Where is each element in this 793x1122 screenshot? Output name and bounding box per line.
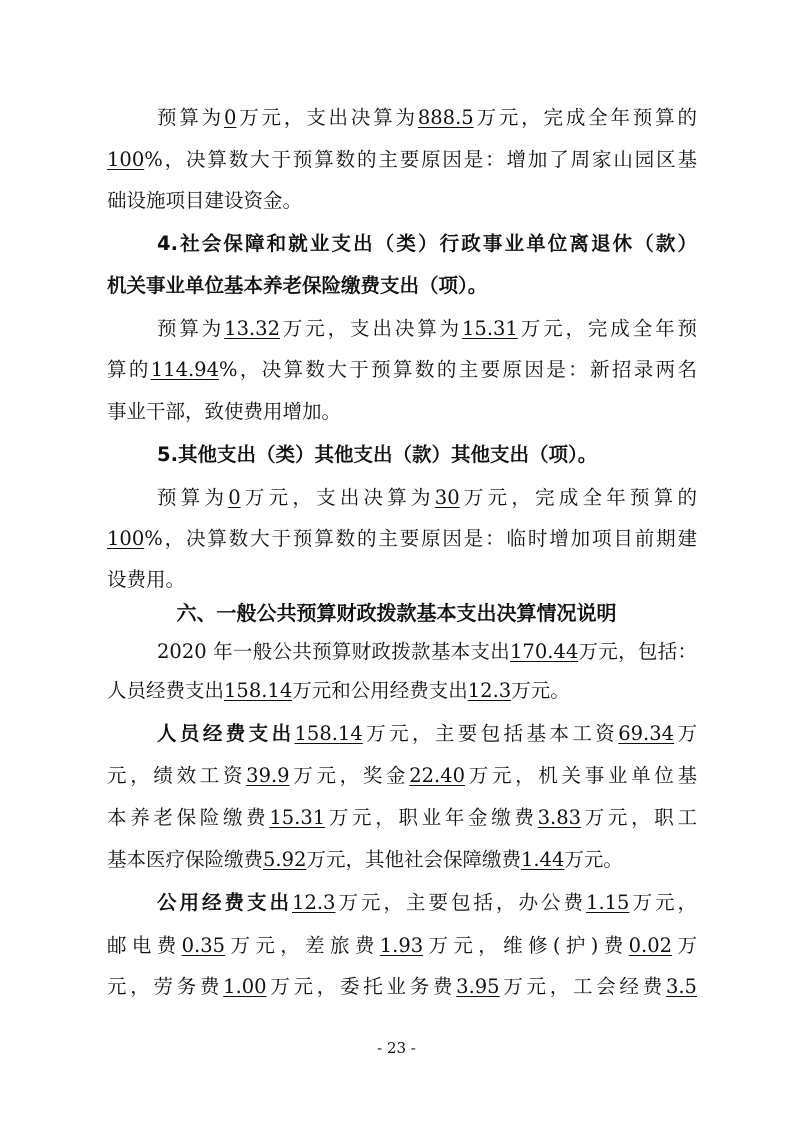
text-run: 万元，支出决算为 [280,317,463,340]
heading-item-5 [157,440,697,470]
personnel-expense-value: 158.14 [224,679,293,702]
amount-value: 5.92 [263,848,307,871]
basic-expenditure-value: 170.44 [510,640,579,663]
text-run: 万元，委托业务费 [266,975,457,998]
amount-value: 69.34 [618,722,675,745]
budget-value: 0 [223,106,237,129]
paragraph-3-line-1 [157,103,697,133]
public-expense-line-1 [157,888,697,918]
heading-text: 机关事业单位基本养老保险缴费支出（项）。 [107,274,488,297]
text-run: 万元。 [511,679,570,702]
text-run: 万元，完成全年预算的 [473,106,697,129]
text-run: 万元，包括： [578,640,697,663]
text-run: 劳务费 [153,975,224,998]
text-run: 础设施项目建设资金。 [107,189,303,212]
text-run: 维修(护)费 [503,934,629,957]
basic-expenditure-line-1 [157,637,697,667]
text-run: 绩效工资 [153,764,247,787]
text-run: %，决算数大于预算数的主要原因是：增加了周家山园区基 [144,148,697,171]
personnel-expense-line-2 [107,761,697,791]
text-run: %，决算数大于预算数的主要原因是：新招录两名 [219,358,697,381]
section-title [0,598,793,628]
paragraph-5-line-1 [157,483,697,513]
text-run: 万元，完成全年预 [517,317,697,340]
amount-value: 39.9 [246,764,290,787]
text-run: 预算为 [157,106,224,129]
final-account-value: 30 [434,486,460,509]
amount-value: 1.93 [379,934,424,957]
text-run: 设费用。 [107,568,186,591]
paragraph-4-line-1 [157,314,697,344]
text-run: 万 [674,722,697,745]
amount-value: 3.5 [665,975,697,998]
amount-value: 158.14 [294,722,363,745]
budget-value: 13.32 [224,317,280,340]
text-run: 预算为 [157,317,225,340]
text-run: 万元，奖金 [289,764,410,787]
paragraph-5-line-2 [107,524,697,554]
text-run: 万元，职工 [581,806,697,829]
amount-value: 1.15 [586,891,630,914]
amount-value: 0.35 [181,934,226,957]
bold-label: 公用经费支出 [157,891,293,914]
section-title-text: 六、一般公共预算财政拨款基本支出决算情况说明 [176,601,617,625]
text-run: 万元，主要包括，办公费 [335,891,587,914]
amount-value: 1.44 [520,848,565,871]
text-run: 差旅费 [305,934,380,957]
heading-text: 5.其他支出（类）其他支出（款）其他支出（项）。 [157,443,598,466]
text-run: 元， [107,764,154,787]
text-run: 万 [672,934,697,957]
amount-value: 0.02 [628,934,673,957]
budget-value: 0 [228,486,241,509]
amount-value: 1.00 [223,975,267,998]
personnel-expense-line-3 [107,803,697,833]
paragraph-4-line-2 [107,355,697,385]
text-run: 本养老保险缴费 [107,806,270,829]
heading-item-4-line-1 [157,229,697,259]
text-run: 万元，机关事业单位基 [465,764,697,787]
page-number: - 23 - [377,1039,416,1057]
final-account-value: 15.31 [462,317,518,340]
personnel-expense-line-4 [107,845,697,875]
completion-rate-value: 114.94 [150,358,219,381]
paragraph-4-line-3 [107,397,697,427]
text-run: 万元， [423,934,504,957]
final-account-value: 888.5 [417,106,474,129]
amount-value: 15.31 [269,806,326,829]
amount-value: 3.83 [537,806,582,829]
completion-rate-value: 100 [107,148,145,171]
text-run: 职业年金缴费 [398,806,538,829]
text-run: 2020 年一般公共预算财政拨款基本支出 [157,640,510,663]
personnel-expense-line-1 [157,719,697,749]
text-run: 万元，完成全年预算的 [459,486,697,509]
text-run: 万元， [325,806,399,829]
paragraph-3-line-3 [107,186,697,216]
text-run: 元， [107,975,154,998]
paragraph-3-line-2 [107,145,697,175]
amount-value: 22.40 [409,764,466,787]
text-run: 万元， [225,934,306,957]
text-run: 预算为 [157,486,229,509]
text-run: 万元和公用经费支出 [292,679,468,702]
text-run: 邮电费 [107,934,182,957]
basic-expenditure-line-2 [107,676,697,706]
text-run: 算的 [107,358,151,381]
text-run: 万元，主要包括基本工资 [362,722,619,745]
paragraph-5-line-3 [107,565,697,595]
text-run: 万元， [499,975,574,998]
text-run: 人员经费支出 [107,679,225,702]
public-expense-line-2 [107,931,697,961]
text-run: 万元。 [564,848,623,871]
text-run: %，决算数大于预算数的主要原因是：临时增加项目前期建 [144,527,697,550]
completion-rate-value: 100 [107,527,145,550]
public-expense-value: 12.3 [467,679,512,702]
heading-item-4-line-2 [107,271,697,301]
amount-value: 3.95 [456,975,500,998]
amount-value: 12.3 [292,891,336,914]
text-run: 基本医疗保险缴费 [107,848,264,871]
text-run: 万元，支出决算为 [236,106,418,129]
text-run: 万元， [629,891,697,914]
text-run: 万元，其他社会保障缴费 [306,848,521,871]
text-run: 工会经费 [573,975,666,998]
bold-label: 人员经费支出 [157,722,295,745]
heading-text: 4.社会保障和就业支出（类）行政事业单位离退休（款） [157,232,697,255]
public-expense-line-3 [107,972,697,1002]
text-run: 事业干部，致使费用增加。 [107,400,342,423]
text-run: 万元，支出决算为 [240,486,435,509]
